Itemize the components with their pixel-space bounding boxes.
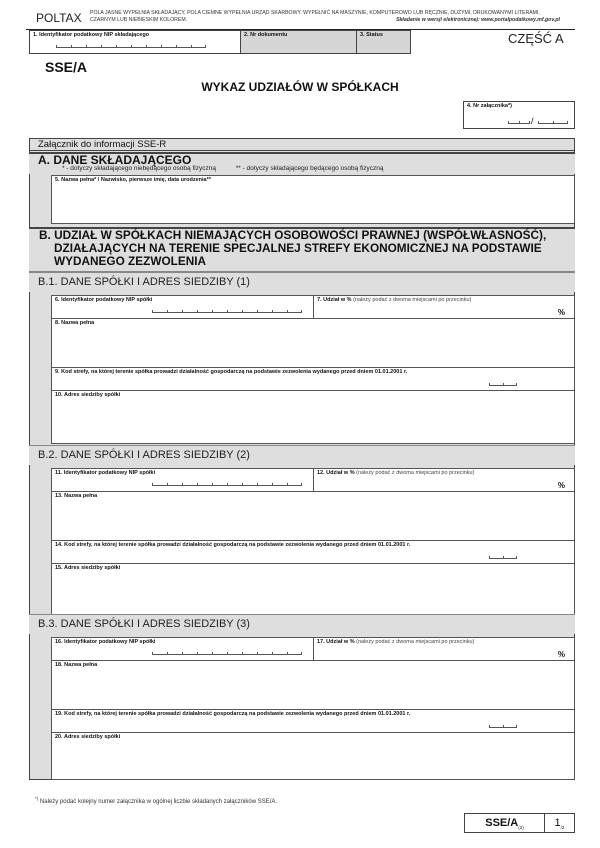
attachment-total-comb — [538, 121, 568, 124]
note-natural-person: ** - dotyczy składającego będącego osobą fizyczną — [235, 165, 384, 172]
nip-company-field[interactable] — [51, 637, 314, 661]
footer-form-code — [465, 814, 545, 832]
percent-sign: % — [557, 481, 565, 490]
share-hint: (należy podać z dwoma miejscami po przecinku) — [356, 639, 475, 645]
section-b-title-line1: B. UDZIAŁ W SPÓŁKACH NIEMAJĄCYCH OSOBOWOŚCI PRAWNEJ (WSPÓŁWŁASNOŚĆ), — [39, 228, 547, 242]
zone-code-label: 19. Kod strefy, na której terenie spółka prowadzi działalność gospodarczą na podstawie zezwolenia wydanego przed dniem 01.01.2001 r. — [55, 711, 411, 717]
electronic-submission-note: Składanie w wersji elektronicznej: www.portalpodatkowy.mf.gov.pl — [396, 16, 560, 23]
section-a-notes — [62, 165, 384, 172]
page-indicator — [464, 813, 575, 833]
share-label-text: 17. Udział w % — [317, 639, 355, 645]
share-label-text: 7. Udział w % — [317, 297, 352, 303]
zone-code-field[interactable] — [51, 709, 575, 733]
nip-company-field[interactable] — [51, 468, 314, 492]
field-5-label: 5. Nazwa pełna* / Nazwisko, pierwsze imię, data urodzenia** — [55, 177, 211, 183]
share-label-text: 12. Udział w % — [317, 470, 355, 476]
section-a-title: A. DANE SKŁADAJĄCEGO — [38, 153, 192, 167]
share-percent-label — [314, 296, 574, 304]
share-hint: (należy podać z dwoma miejscami po przecinku) — [353, 297, 472, 303]
nip-filer-field[interactable] — [29, 30, 241, 54]
zone-code-field[interactable] — [51, 367, 575, 391]
company-name-field[interactable] — [51, 491, 575, 541]
company-address-field[interactable] — [51, 732, 575, 780]
zone-code-label: 9. Kod strefy, na której terenie spółka prowadzi działalność gospodarczą na podstawie zezwolenia wydanego przed dniem 01.01.2001 r. — [55, 369, 408, 375]
share-percent-field[interactable] — [313, 637, 575, 661]
subsection-title: B.2. DANE SPÓŁKI I ADRES SIEDZIBY (2) — [38, 449, 250, 461]
status-label: 3. Status — [360, 32, 383, 38]
attachment-slash: / — [531, 116, 534, 126]
comb-boxes — [152, 652, 302, 655]
fill-instructions — [90, 10, 560, 23]
footnote-mark: *) — [35, 796, 39, 801]
company-name-field[interactable] — [51, 318, 575, 368]
nip-company-label: 16. Identyfikator podatkowy NIP spółki — [55, 639, 156, 645]
company-address-field[interactable] — [51, 390, 575, 444]
field-5-full-name[interactable] — [51, 175, 575, 224]
percent-sign: % — [557, 650, 565, 659]
status-field — [357, 30, 411, 54]
comb-boxes — [489, 725, 517, 728]
attachment-number-label: 4. Nr załącznika*) — [467, 103, 512, 109]
comb-boxes — [152, 310, 302, 313]
footer-page-number — [545, 814, 574, 832]
section-b-title-line2: DZIAŁAJĄCYCH NA TERENIE SPECJALNEJ STREFY EKONOMICZNEJ NA PODSTAWIE — [54, 241, 542, 255]
attachment-number-field[interactable] — [463, 101, 575, 129]
nip-company-label: 6. Identyfikator podatkowy NIP spółki — [55, 297, 153, 303]
footer-form-code-text: SSE/A — [485, 817, 519, 829]
nip-filer-label: 1. Identyfikator podatkowy NIP składającego — [33, 32, 150, 38]
share-percent-label — [314, 638, 574, 646]
comb-boxes — [489, 556, 517, 559]
document-number-label: 2. Nr dokumentu — [244, 32, 288, 38]
share-hint: (należy podać z dwoma miejscami po przecinku) — [356, 470, 475, 476]
footnote — [35, 796, 277, 805]
annex-of-label: Załącznik do informacji SSE-R — [29, 138, 575, 151]
footnote-text: Należy podać kolejny numer załącznika w ogólnej liczbie składanych załączników SSE/A. — [39, 799, 278, 805]
part-label: CZĘŚĆ A — [508, 31, 564, 46]
attachment-number-comb — [508, 121, 530, 124]
company-address-label: 20. Adres siedziby spółki — [55, 734, 121, 740]
document-number-field — [241, 30, 357, 54]
form-code: SSE/A — [45, 59, 88, 75]
company-name-label: 8. Nazwa pełna — [55, 320, 95, 326]
poltax-logo: POLTAX — [36, 11, 82, 25]
nip-filer-comb — [56, 45, 206, 48]
footer-form-version: (2) — [518, 825, 524, 831]
share-percent-label — [314, 469, 574, 477]
form-title: WYKAZ UDZIAŁÓW W SPÓŁKACH — [201, 80, 399, 94]
note-legal-entity: * - dotyczy składającego niebędącego osobą fizyczną — [62, 165, 216, 172]
zone-code-label: 14. Kod strefy, na której terenie spółka prowadzi działalność gospodarczą na podstawie zezwolenia wydanego przed dniem 01.01.2001 r. — [55, 542, 411, 548]
company-name-field[interactable] — [51, 660, 575, 710]
section-b-title — [39, 229, 569, 268]
footer-page-total: /2 — [560, 825, 565, 831]
nip-company-label: 11. Identyfikator podatkowy NIP spółki — [55, 470, 156, 476]
footer-page: 1 — [554, 817, 561, 829]
percent-sign: % — [557, 308, 565, 317]
share-percent-field[interactable] — [313, 295, 575, 319]
company-address-label: 15. Adres siedziby spółki — [55, 565, 121, 571]
company-name-label: 13. Nazwa pełna — [55, 493, 98, 499]
subsection-title: B.3. DANE SPÓŁKI I ADRES SIEDZIBY (3) — [38, 618, 250, 630]
share-percent-field[interactable] — [313, 468, 575, 492]
section-b-title-line3: WYDANEGO ZEZWOLENIA — [54, 254, 207, 268]
subsection-title: B.1. DANE SPÓŁKI I ADRES SIEDZIBY (1) — [38, 276, 250, 288]
company-address-field[interactable] — [51, 563, 575, 617]
comb-boxes — [152, 483, 302, 486]
nip-company-field[interactable] — [51, 295, 314, 319]
comb-boxes — [489, 383, 517, 386]
zone-code-field[interactable] — [51, 540, 575, 564]
company-address-label: 10. Adres siedziby spółki — [55, 392, 121, 398]
instructions-text: POLA JASNE WYPEŁNIA SKŁADAJĄCY, POLA CIEMNE WYPEŁNIA URZĄD SKARBOWY. WYPEŁNIĆ NA MASZYNIE, KOMPUTEROWO LUB RĘCZNIE, DUŻYMI, DRUKOWANYMI LITERAMI, CZARNYM LUB NIEBIESKIM KOLOREM. — [90, 10, 540, 23]
company-name-label: 18. Nazwa pełna — [55, 662, 98, 668]
